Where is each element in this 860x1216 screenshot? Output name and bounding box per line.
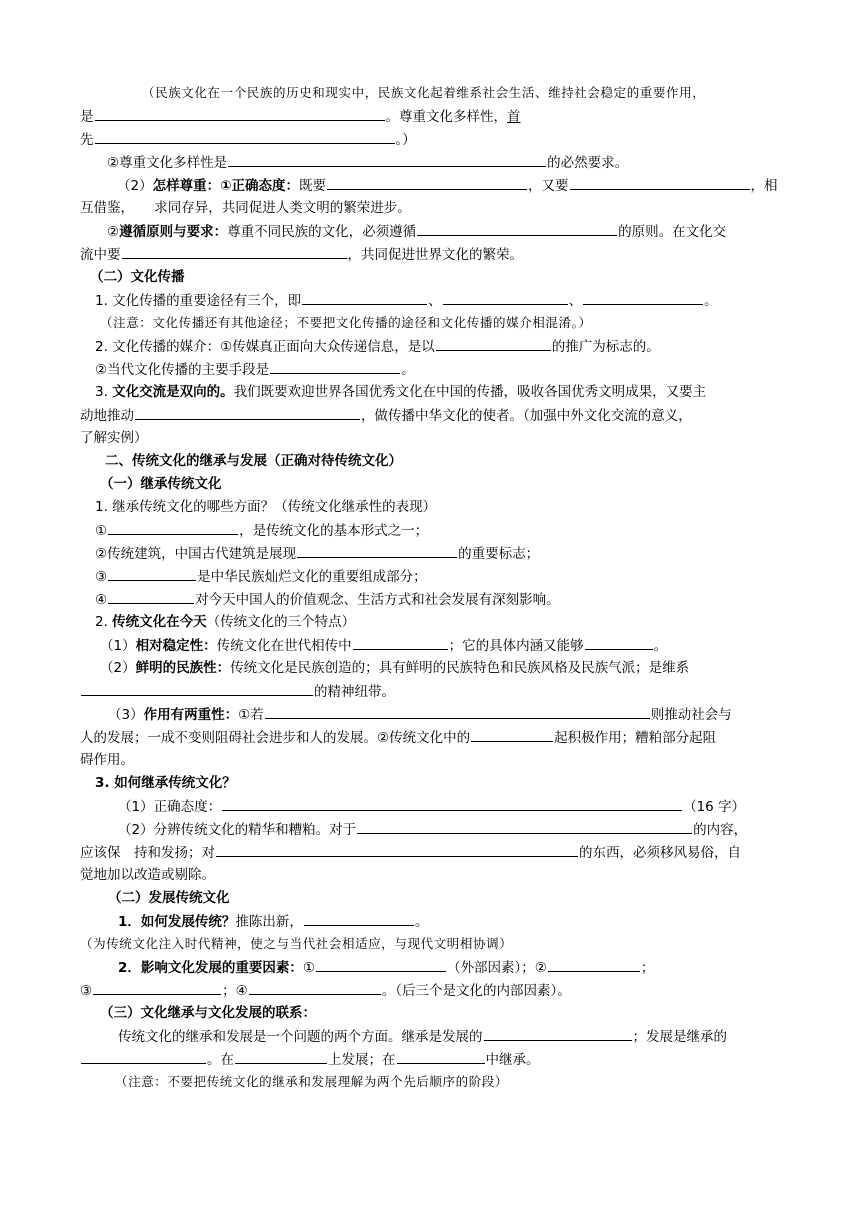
answer-blank[interactable] — [81, 1049, 206, 1064]
answer-blank[interactable] — [95, 129, 395, 144]
text-line: 。在 上发展；在 中继承。 — [80, 1049, 540, 1070]
answer-blank[interactable] — [93, 980, 221, 995]
answer-blank[interactable] — [81, 681, 313, 696]
answer-blank[interactable] — [436, 336, 551, 351]
answer-blank[interactable] — [353, 635, 448, 650]
answer-blank[interactable] — [417, 221, 617, 236]
text-line: 2. 文化传播的媒介：①传媒真正面向大众传递信息，是以 的推广为标志的。 — [95, 336, 660, 357]
text-line: ②当代文化传播的主要手段是 。 — [95, 359, 415, 380]
text-line: ④ 对今天中国人的价值观念、生活方式和社会发展有深刻影响。 — [95, 589, 560, 610]
note-line: （注意：文化传播还有其他途径；不要把文化传播的途径和文化传播的媒介相混淆。） — [100, 315, 592, 330]
text-line: 觉地加以改造或剔除。 — [80, 867, 215, 883]
answer-blank[interactable] — [304, 911, 414, 926]
answer-blank[interactable] — [108, 566, 196, 581]
text-line: 2．影响文化发展的重要因素：① （外部因素）；② ； — [118, 957, 654, 978]
text-line: ① ，是传统文化的基本形式之一； — [95, 520, 428, 541]
answer-blank[interactable] — [228, 152, 546, 167]
answer-blank[interactable] — [302, 290, 427, 305]
answer-blank[interactable] — [265, 704, 650, 719]
text-line: （1）正确态度： （16 字） — [118, 796, 745, 817]
answer-blank[interactable] — [327, 175, 527, 190]
text-line: （1）相对稳定性：传统文化在世代相传中 ；它的具体内涵又能够 。 — [100, 635, 667, 656]
text-line: 传统文化的继承和发展是一个问题的两个方面。继承是发展的 ；发展是继承的 — [118, 1026, 727, 1047]
text-line: 1. 文化传播的重要途径有三个，即 、 、 。 — [95, 290, 718, 311]
answer-blank[interactable] — [316, 957, 446, 972]
text-line: （2）分辨传统文化的精华和糟粕。对于 的内容， — [118, 819, 747, 840]
text-line: 先 。） — [80, 129, 416, 150]
text-line: ③ 是中华民族灿烂文化的重要组成部分； — [95, 566, 427, 587]
answer-blank[interactable] — [297, 543, 457, 558]
text-line: （3）作用有两重性：①若 则推动社会与 — [108, 704, 732, 725]
answer-blank[interactable] — [108, 589, 194, 604]
answer-blank[interactable] — [443, 290, 568, 305]
answer-blank[interactable] — [484, 1026, 632, 1041]
answer-blank[interactable] — [222, 796, 682, 811]
section-heading: 3. 如何继承传统文化？ — [95, 775, 236, 791]
answer-blank[interactable] — [135, 405, 360, 420]
section-heading: （二）发展传统文化 — [108, 890, 230, 906]
text-line: 的精神纽带。 — [80, 681, 395, 702]
section-heading: 二、传统文化的继承与发展（正确对待传统文化） — [105, 453, 402, 469]
text-line: 了解实例） — [80, 430, 148, 446]
answer-blank[interactable] — [548, 957, 640, 972]
text-line: 人的发展；一成不变则阻碍社会进步和人的发展。②传统文化中的 起积极作用；糟粕部分起阻 — [80, 727, 716, 748]
answer-blank[interactable] — [122, 244, 347, 259]
answer-blank[interactable] — [249, 980, 381, 995]
answer-blank[interactable] — [357, 819, 692, 834]
text-line: ③ ；④ 。（后三个是文化的内部因素）。 — [80, 980, 571, 1001]
answer-blank[interactable] — [108, 520, 238, 535]
answer-blank[interactable] — [235, 1049, 327, 1064]
answer-blank[interactable] — [570, 175, 750, 190]
section-heading: （三）文化继承与文化发展的联系： — [100, 1005, 316, 1021]
answer-blank[interactable] — [216, 842, 578, 857]
answer-blank[interactable] — [471, 727, 553, 742]
answer-blank[interactable] — [585, 635, 653, 650]
note-line: （注意：不要把传统文化的继承和发展理解为两个先后顺序的阶段） — [115, 1074, 509, 1089]
text-line: （民族文化在一个民族的历史和现实中，民族文化起着维系社会生活、维持社会稳定的重要作用， — [142, 85, 706, 100]
text-line: 是 。尊重文化多样性，首 — [80, 106, 521, 127]
text-line: （2）鲜明的民族性：传统文化是民族创造的；具有鲜明的民族特色和民族风格及民族气派；是维系 — [100, 660, 690, 676]
text-line: 碍作用。 — [80, 752, 134, 768]
section-heading: （一）继承传统文化 — [100, 476, 222, 492]
note-line: （为传统文化注入时代精神，使之与当代社会相适应，与现代文明相协调） — [80, 936, 513, 951]
text-line: ②遵循原则与要求：尊重不同民族的文化，必须遵循 的原则。在文化交 — [107, 221, 726, 242]
answer-blank[interactable] — [583, 290, 703, 305]
text-line: 流中要 ，共同促进世界文化的繁荣。 — [80, 244, 523, 265]
text-line: ②尊重文化多样性是 的必然要求。 — [107, 152, 628, 173]
text-line: 1．如何发展传统？推陈出新， 。 — [118, 911, 428, 932]
text-line: （2）怎样尊重：①正确态度：既要 ，又要 ，相 — [117, 175, 778, 196]
answer-blank[interactable] — [397, 1049, 485, 1064]
text-line: 1. 继承传统文化的哪些方面？（传统文化继承性的表现） — [95, 499, 437, 515]
text-line: 应该保 持和发扬；对 的东西，必须移风易俗，自 — [80, 842, 741, 863]
text-line: 动地推动 ，做传播中华文化的使者。（加强中外文化交流的意义， — [80, 405, 692, 426]
text-line: 互借鉴， 求同存异，共同促进人类文明的繁荣进步。 — [80, 200, 411, 216]
text-line: 3. 文化交流是双向的。我们既要欢迎世界各国优秀文化在中国的传播，吸收各国优秀文明成果，又要主 — [95, 384, 707, 400]
answer-blank[interactable] — [270, 359, 400, 374]
section-heading: （二）文化传播 — [90, 269, 185, 285]
text-line: 2. 传统文化在今天（传统文化的三个特点） — [95, 614, 356, 630]
answer-blank[interactable] — [95, 106, 385, 121]
text-line: ②传统建筑，中国古代建筑是展现 的重要标志； — [95, 543, 539, 564]
